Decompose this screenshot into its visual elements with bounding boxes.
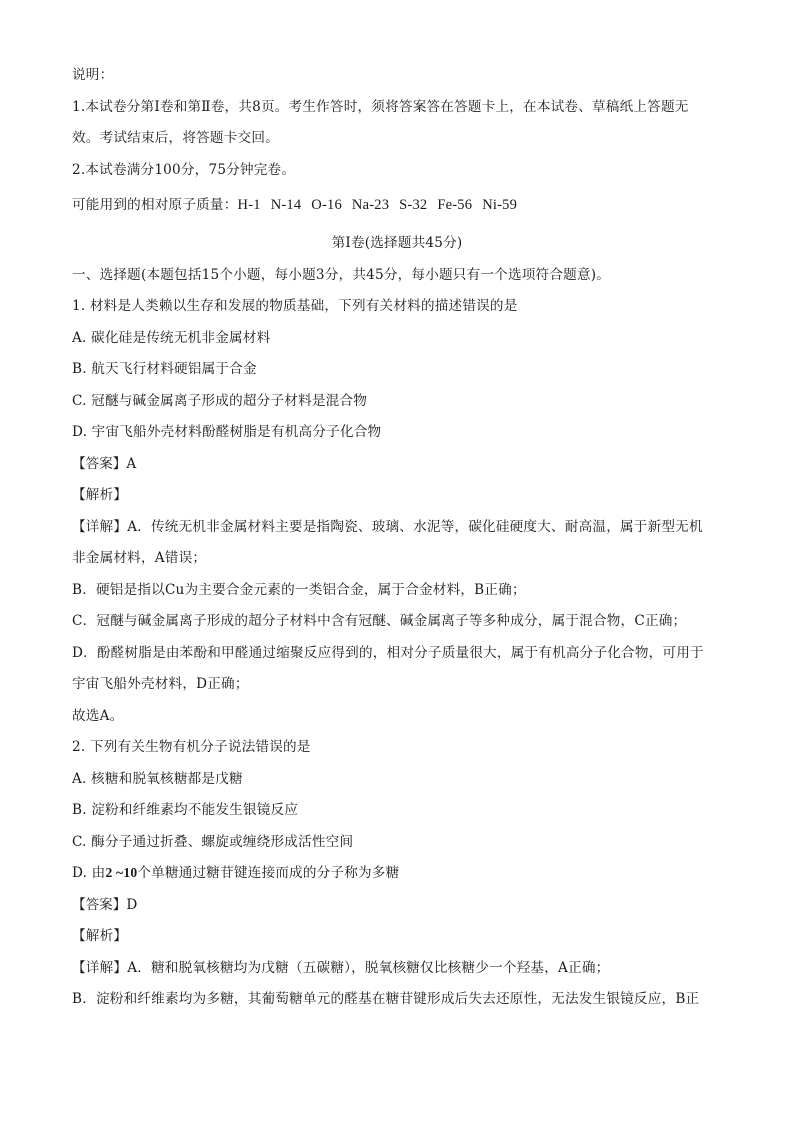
q2-answer: [72, 896, 137, 914]
mass-s: S-32: [399, 197, 428, 213]
q1-detail-d: D．酚醛树脂是由苯酚和甲醛通过缩聚反应得到的，相对分子质量很大，属于有机高分子化合物，可用于: [72, 645, 704, 661]
q1-detail-a-text: A．传统无机非金属材料主要是指陶瓷、玻璃、水泥等，碳化硅硬度大、耐高温，属于新型无机: [127, 519, 703, 535]
section-title: 第Ⅰ卷(选择题共45分): [331, 235, 463, 251]
atomic-masses: [72, 196, 527, 214]
q2-detail-a-text: A．糖和脱氧核糖均为戊糖（五碳糖），脱氧核糖仅比核糖少一个羟基，A正确；: [127, 960, 610, 976]
mass-n: N-14: [270, 197, 302, 213]
q1-answer: [72, 455, 136, 473]
q1-stem: 1. 材料是人类赖以生存和发展的物质基础，下列有关材料的描述错误的是: [72, 298, 518, 314]
notice-item-2: 2.本试卷满分100分，75分钟完卷。: [72, 162, 296, 178]
q1-option-a: A. 碳化硅是传统无机非金属材料: [72, 330, 271, 346]
q1-answer-tag: 【答案】: [72, 456, 127, 472]
q2-answer-tag: 【答案】: [72, 897, 127, 913]
q1-option-c: C. 冠醚与碱金属离子形成的超分子材料是混合物: [72, 393, 368, 409]
q2-option-d: [72, 864, 399, 882]
q1-option-b: B. 航天飞行材料硬铝属于合金: [72, 361, 257, 377]
q2-detail-b: B．淀粉和纤维素均为多糖，其葡萄糖单元的醛基在糖苷键形成后失去还原性，无法发生银镜反应，B正: [72, 991, 700, 1007]
mass-na: Na-23: [351, 197, 390, 213]
q2-detail-a: [72, 959, 609, 977]
q1-detail-c: C．冠醚与碱金属离子形成的超分子材料中含有冠醚、碱金属离子等多种成分，属于混合物，C正确；: [72, 613, 687, 629]
mass-h: H-1: [237, 197, 261, 213]
q2-option-b: B. 淀粉和纤维素均不能发生银镜反应: [72, 802, 299, 818]
notice-item-1: 1.本试卷分第Ⅰ卷和第Ⅱ卷，共8页。考生作答时，须将答案答在答题卡上，在本试卷、草稿纸上答题无: [72, 99, 689, 115]
q1-option-d: D. 宇宙飞船外壳材料酚醛树脂是有机高分子化合物: [72, 424, 382, 440]
mass-o: O-16: [311, 197, 342, 213]
q2-option-d-range: 2 ~10: [105, 865, 138, 880]
q1-detail-d-cont: 宇宙飞船外壳材料，D正确；: [72, 676, 249, 692]
mass-ni: Ni-59: [482, 197, 518, 213]
q1-conclusion: 故选A。: [72, 708, 124, 724]
q2-option-d-prefix: D. 由: [72, 865, 106, 881]
q1-answer-value: A: [126, 456, 137, 472]
notice-item-1-cont: 效。考试结束后，将答题卡交回。: [72, 130, 279, 146]
q1-detail-b: B．硬铝是指以Cu为主要合金元素的一类铝合金，属于合金材料，B正确；: [72, 582, 526, 598]
atomic-masses-label: 可能用到的相对原子质量：: [72, 197, 238, 213]
q2-answer-value: D: [126, 897, 138, 913]
q2-detail-tag: 【详解】: [72, 960, 128, 976]
q2-option-d-suffix: 个单糖通过糖苷键连接而成的分子称为多糖: [137, 865, 400, 881]
q2-option-c: C. 酶分子通过折叠、螺旋或缠绕形成活性空间: [72, 834, 354, 850]
q2-stem: 2. 下列有关生物有机分子说法错误的是: [72, 739, 311, 755]
q2-analysis-tag: 【解析】: [72, 928, 128, 944]
q1-detail-a: [72, 518, 703, 536]
q1-detail-tag: 【详解】: [72, 519, 128, 535]
q2-option-a: A. 核糖和脱氧核糖都是戊糖: [72, 771, 243, 787]
mass-fe: Fe-56: [437, 197, 473, 213]
q1-analysis-tag: 【解析】: [72, 487, 128, 503]
q1-detail-a-cont: 非金属材料，A错误；: [72, 550, 207, 566]
notice-heading: 说明：: [72, 67, 114, 83]
section-instruction: 一、选择题(本题包括15个小题，每小题3分，共45分，每小题只有一个选项符合题意)。: [72, 267, 611, 283]
